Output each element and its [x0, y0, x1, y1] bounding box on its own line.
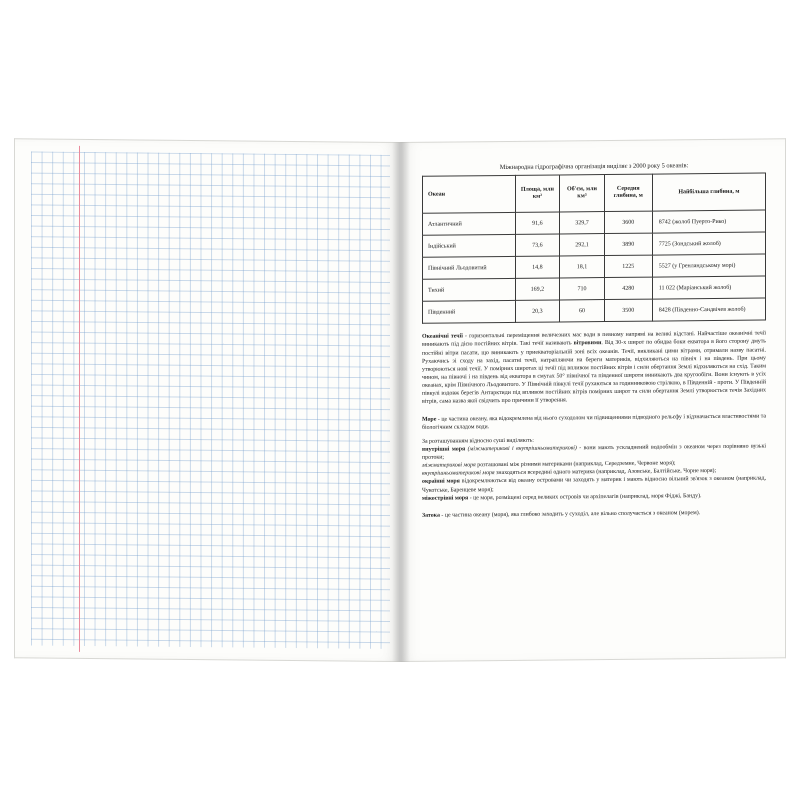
header-ocean: Океан	[423, 176, 516, 214]
cell-volume: 18,1	[560, 256, 605, 278]
right-notebook-page	[400, 138, 786, 662]
currents-text-2: . Від 30-х широт по обидва боки екватора в його сторону дмуть постійні вітри пасати, що виникають у приекваторіальній зоні всіх океанів. Течії, викликані цими вітрами, отримали назву пасатні. Рухаючись зі сходу на захід, пасатні течії, натрапляючи на береги материків, відхиляються на північ і на південь. При цьому утворюються нові течії. У помірних широтах ці течії під впливом постійних вітрів і сили обертання Землі відхиляються на схід. Таким чином, на півночі і на південь від екватора в смугах 50° північної та південної широти виникають два кругообіги. Вони існують в усіх океанах, крім Північного Льодовитого. У Північній півкулі течії рухаються за годинниковою стрілкою, в Південній - проти. У Південній півкулі вздовж берегів Антарктиди під впливом постійних вітрів помірних широт та сили обертання Землі утворюється течія Західних вітрів, сама назва якої свідчить про причини її утворення.	[422, 338, 766, 406]
term-inner-seas-italic: (міжматерикові і внутрішньоматерикові)	[467, 445, 577, 453]
table-caption: Міжнародна гідрографічна організація виділяє з 2000 року 5 океанів:	[499, 162, 689, 172]
paragraph-sea	[422, 412, 766, 432]
cell-max-depth: 8742 (жолоб Пуерто-Рико)	[652, 210, 765, 233]
currents-text-1: - горизонтальні переміщення величезних мас води в певному напрямі на великі відстані. Найчастіше океанічні течії виникають під дією постійних вітрів. Такі течії називають	[422, 330, 766, 349]
cell-avg-depth: 3500	[604, 299, 652, 321]
cell-avg-depth: 3600	[604, 211, 652, 233]
paragraph-bay	[422, 508, 766, 519]
term-bay: Затока	[422, 512, 440, 519]
term-currents: Океанічні течії	[422, 333, 463, 341]
bay-text: - це частина океану (моря), яка глибоко заходить у суходіл, але вільно сполучається з океаном (морем).	[439, 510, 701, 519]
cell-max-depth: 11 022 (Маріанський жолоб)	[652, 276, 765, 299]
cell-area: 20,3	[515, 300, 560, 322]
cell-area: 169,2	[515, 278, 560, 300]
cell-volume: 292,1	[560, 234, 605, 256]
header-area: Площа, млн км²	[515, 175, 560, 212]
cell-area: 73,6	[515, 234, 560, 256]
cell-avg-depth: 4280	[604, 277, 652, 299]
cell-ocean-name: Південний	[423, 301, 516, 324]
inner-seas-text: - вони мають ускладнений водообмін з океаном через порівняно вузькі протоки;	[422, 443, 766, 461]
header-volume: Об'єм, млн км³	[560, 175, 605, 212]
term-interisland-seas: міжострівні моря	[422, 495, 469, 502]
intercontinental-seas-text: розташовані між різними материками (наприклад, Середземне, Червоне моря);	[475, 460, 676, 469]
table-header-row	[423, 173, 766, 213]
sea-text: - це частина океану, яка відокремлена від нього суходолом чи підвищеннями підводного рельєфу і відзначається властивостями та біологічним складом води.	[422, 413, 766, 431]
cell-ocean-name: Тихий	[423, 279, 516, 302]
term-intercontinental-seas: міжматерикові моря	[422, 462, 476, 469]
oceans-table	[422, 173, 766, 324]
red-margin-line	[79, 146, 80, 652]
paragraph-sea-classification	[422, 434, 766, 502]
cell-ocean-name: Індійський	[423, 235, 516, 258]
interisland-seas-text: - це моря, розміщені серед великих островів чи архіпелагів (наприклад, моря Фіджі, Банду).	[468, 492, 702, 502]
cell-avg-depth: 1225	[604, 255, 652, 277]
cell-max-depth: 8428 (Південно-Сандвічев жолоб)	[652, 298, 765, 321]
left-notebook-page	[14, 138, 400, 662]
classification-intro: За розташуванням відносно суші виділяють:	[422, 437, 534, 445]
term-intracontinental-seas: внутрішньоматерикові моря	[422, 470, 495, 478]
intracontinental-seas-text: знаходяться всередині одного материка (наприклад, Азовське, Балтійське, Чорне моря);	[494, 468, 717, 477]
cell-max-depth: 7725 (Зондський жолоб)	[652, 232, 765, 255]
term-inner-seas: внутрішні моря	[422, 446, 466, 453]
cell-avg-depth: 3890	[604, 233, 652, 255]
term-wind-currents: вітровими	[573, 340, 602, 347]
page-content	[422, 161, 766, 525]
table-row	[423, 298, 766, 323]
cell-ocean-name: Атлантичний	[423, 213, 516, 236]
graph-paper-grid	[31, 151, 390, 648]
header-max-depth: Найбільша глибина, м	[652, 173, 765, 211]
cell-max-depth: 5527 (у Гренландському морі)	[652, 254, 765, 277]
cell-volume: 329,7	[560, 212, 605, 234]
cell-volume: 710	[560, 278, 605, 300]
term-marginal-seas: окраїнні моря	[422, 478, 460, 486]
cell-area: 14,8	[515, 256, 560, 278]
notebook-spread	[14, 142, 786, 662]
marginal-seas-text: відокремлюються від океану островами чи заходять у материк і мають відносно вільний зв'язок з океаном (наприклад, Чукотське, Баренцеве моря);	[422, 475, 766, 494]
cell-ocean-name: Північний Льодовитий	[423, 257, 516, 280]
paragraph-currents	[422, 330, 766, 407]
cell-volume: 60	[560, 300, 605, 322]
header-avg-depth: Середня глибина, м	[604, 174, 652, 211]
term-sea: Море	[422, 416, 437, 423]
cell-area: 91,6	[515, 212, 560, 234]
